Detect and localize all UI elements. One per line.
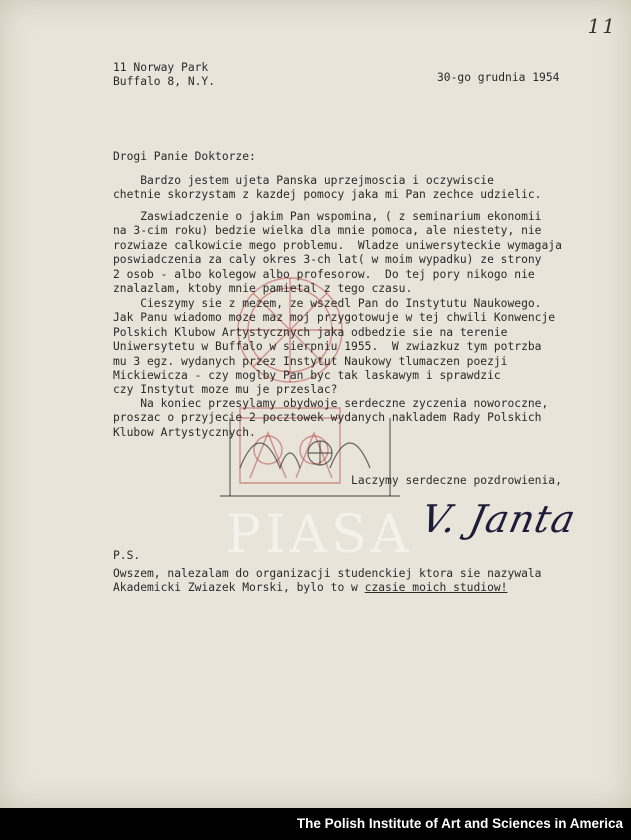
text-line: Owszem, nalezalam do organizacji studenckiej ktora sie nazywala <box>113 567 542 580</box>
footer-bar <box>0 808 631 840</box>
text-line: Bardzo jestem ujeta Panska uprzejmoscia i oczywiscie <box>113 174 494 187</box>
text-line: Cieszymy sie z mezem, ze wszedl Pan do Instytutu Naukowego. <box>113 297 542 310</box>
page-number: 11 <box>587 14 617 38</box>
salutation: Drogi Panie Doktorze: <box>113 150 256 163</box>
text-line: znalazlam, ktoby mnie pamietal z tego czasu. <box>113 282 413 296</box>
text-line: proszac o przyjecie 2 pocztowek wydanych nakladem Rady Polskich <box>113 411 542 425</box>
text-line: poswiadczenia za caly okres 3-ch lat( w moim wypadku) ze strony <box>113 253 542 267</box>
footer-credit: The Polish Institute of Art and Sciences in America <box>296 816 623 831</box>
text-line: chetnie skorzystam z kazdej pomocy jaka mi Pan zechce udzielic. <box>113 188 542 202</box>
ps-underlined-text: czasie moich studiow! <box>364 581 508 595</box>
paragraph <box>113 174 541 203</box>
text-line: Uniwersytetu w Buffalo w sierpniu 1955. W zwiazkuz tym potrzba <box>113 340 542 354</box>
text-line: Polskich Klubow Artystycznych jaka odbedzie sie na terenie <box>113 325 508 339</box>
text-line: Mickiewicza - czy moglby Pan byc tak laskawym i sprawdzic <box>113 369 501 383</box>
sender-address <box>113 61 215 90</box>
text-line: Jak Panu wiadomo moze maz moj przygotowuje w tej chwili Konwencje <box>113 311 556 325</box>
text-line: rozwiaze calkowicie mego problemu. Wladze uniwersyteckie wymagaja <box>113 238 562 252</box>
text-line <box>113 581 541 595</box>
ps-label: P.S. <box>113 549 141 562</box>
ps-text-start: Akademicki Zwiazek Morski, bylo to w <box>113 581 365 595</box>
closing <box>113 474 562 488</box>
text-line: Klubow Artystycznych. <box>113 425 256 439</box>
address-line: 11 Norway Park <box>113 61 209 74</box>
postscript <box>113 567 541 596</box>
watermark: PIASA <box>226 505 413 565</box>
paragraph <box>113 397 548 440</box>
paragraph <box>113 210 562 296</box>
paragraph <box>113 297 555 398</box>
text-line: Na koniec przesylamy obydwoje serdeczne zyczenia noworoczne, <box>113 397 549 410</box>
text-line: mu 3 egz. wydanych przez Instytut Naukowy tlumaczen poezji <box>113 354 508 368</box>
closing-text: Laczymy serdeczne pozdrowienia, <box>351 474 562 487</box>
letter-date: 30-go grudnia 1954 <box>437 71 560 84</box>
handwritten-signature: V. Janta <box>417 497 580 541</box>
text-line: na 3-cim roku) bedzie wielka dla mnie pomoca, ale niestety, nie <box>113 224 542 238</box>
text-line: czy Instytut moze mu je przeslac? <box>113 383 338 397</box>
text-line: Zaswiadczenie o jakim Pan wspomina, ( z seminarium ekonomii <box>113 210 542 223</box>
address-line: Buffalo 8, N.Y. <box>113 75 216 89</box>
text-line: 2 osob - albo kolegow albo profesorow. Do tej pory nikogo nie <box>113 267 535 281</box>
